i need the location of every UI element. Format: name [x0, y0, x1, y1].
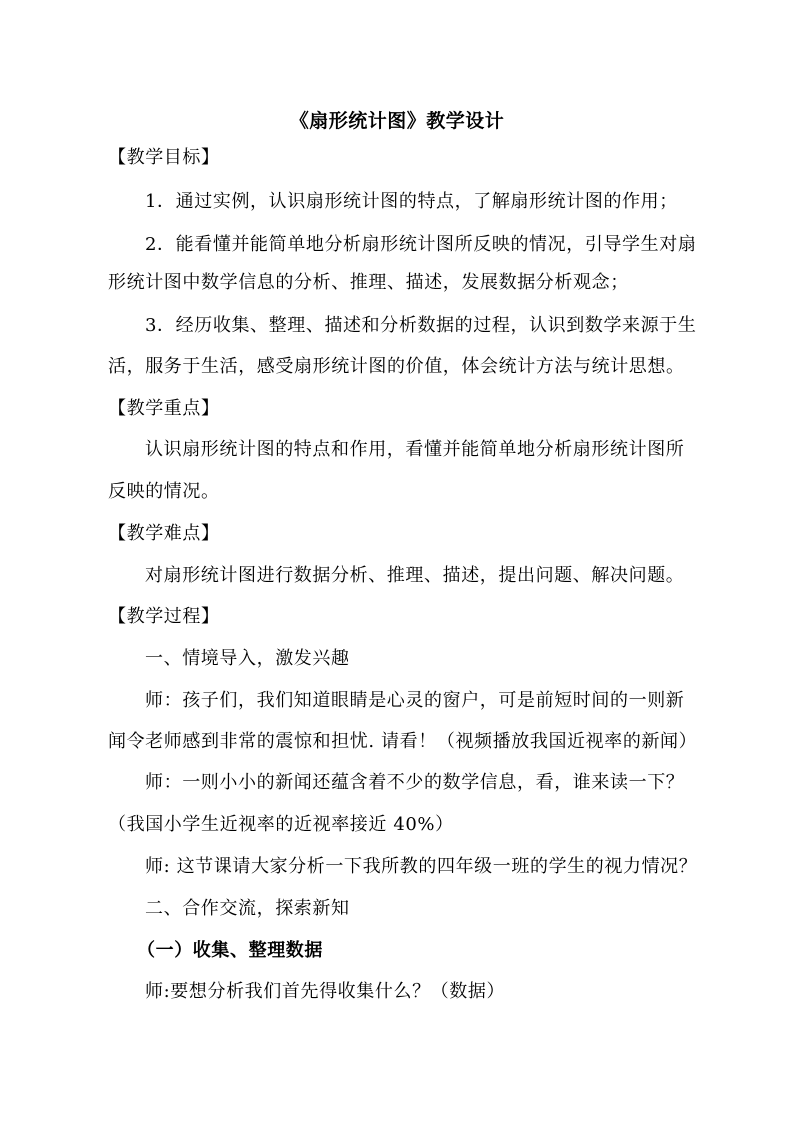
paragraph-line: 3．经历收集、整理、描述和分析数据的过程，认识到数学来源于生	[145, 315, 697, 336]
paragraph-line: 师：孩子们，我们知道眼睛是心灵的窗户，可是前短时间的一则新	[145, 690, 685, 711]
section-heading-process: 【教学过程】	[108, 606, 220, 627]
paragraph-line: 活，服务于生活，感受扇形统计图的价值，体会统计方法与统计思想。	[108, 356, 685, 377]
subsection-heading: （一）收集、整理数据	[137, 940, 323, 961]
paragraph-line: 2．能看懂并能简单地分析扇形统计图所反映的情况，引导学生对扇	[145, 234, 697, 255]
paragraph-line: 1．通过实例，认识扇形统计图的特点，了解扇形统计图的作用；	[145, 191, 678, 212]
section-heading-objectives: 【教学目标】	[108, 147, 220, 168]
paragraph-line: 形统计图中数学信息的分析、推理、描述，发展数据分析观念；	[108, 272, 629, 293]
paragraph-line: 反映的情况。	[108, 481, 220, 502]
paragraph-line: （我国小学生近视率的近视率接近 40%）	[108, 814, 454, 835]
paragraph-line: 师:要想分析我们首先得收集什么？（数据）	[145, 981, 506, 1002]
paragraph-line: 二、合作交流，探索新知	[145, 898, 350, 919]
paragraph-line: 对扇形统计图进行数据分析、推理、描述，提出问题、解决问题。	[145, 565, 685, 586]
section-heading-difficulties: 【教学难点】	[108, 523, 220, 544]
section-heading-key-points: 【教学重点】	[108, 398, 220, 419]
paragraph-line: 认识扇形统计图的特点和作用，看懂并能简单地分析扇形统计图所	[145, 439, 685, 460]
paragraph-line: 师：一则小小的新闻还蕴含着不少的数学信息，看，谁来读一下？	[145, 772, 685, 793]
paragraph-line: 师: 这节课请大家分析一下我所教的四年级一班的学生的视力情况？	[145, 856, 698, 877]
paragraph-line: 闻令老师感到非常的震惊和担忧. 请看！（视频播放我国近视率的新闻）	[108, 731, 698, 752]
document-title: 《扇形统计图》教学设计	[289, 110, 505, 132]
paragraph-line: 一、情境导入，激发兴趣	[145, 648, 350, 669]
